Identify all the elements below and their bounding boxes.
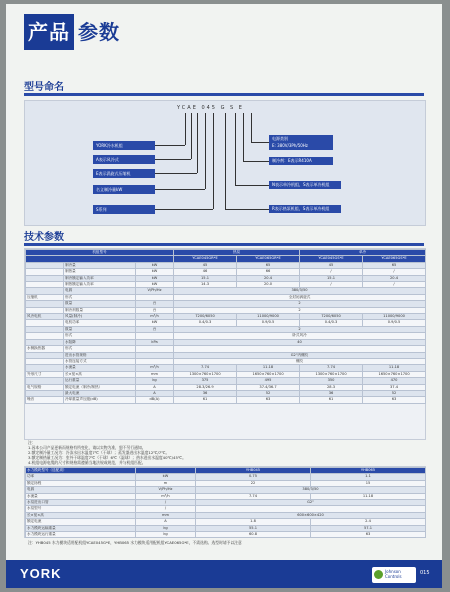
- table-cell: 65: [237, 262, 300, 268]
- table-cell: mm: [136, 371, 174, 377]
- table-cell: 57.1: [311, 525, 426, 531]
- table-cell: 11000/9000: [363, 314, 426, 320]
- table-cell: 0.75: [196, 474, 311, 480]
- connector-line: [197, 113, 198, 173]
- table-cell: 7200/6050: [174, 314, 237, 320]
- table-cell: /: [300, 282, 363, 288]
- table-cell: 63: [237, 397, 300, 403]
- table-cell: 长×宽×高: [64, 371, 136, 377]
- table-cell: 1300×760×1700: [300, 371, 363, 377]
- connector-line: [155, 189, 205, 190]
- table-cell: 台: [136, 307, 174, 313]
- connector-line: [205, 113, 206, 189]
- table-cell: 495: [237, 378, 300, 384]
- table-cell: 28.3/26.9: [174, 384, 237, 390]
- table-cell: 470: [363, 378, 426, 384]
- connector-line: [225, 113, 226, 209]
- connector-line: [243, 161, 269, 162]
- table-header-cell: YCAE045GS*E: [300, 256, 363, 262]
- table-cell: 制冷剂数量: [64, 307, 136, 313]
- table-cell: 台: [136, 301, 174, 307]
- table-cell: 1650×760×1700: [237, 371, 300, 377]
- table-cell: 卧式风冷: [174, 333, 426, 339]
- table-cell: 电源: [64, 288, 136, 294]
- connector-line: [235, 113, 236, 185]
- table-cell: 20.4: [363, 275, 426, 281]
- table-cell: 15: [311, 480, 426, 486]
- table-cell: A: [136, 384, 174, 390]
- table-cell: 7200/6050: [300, 314, 363, 320]
- table-cell: 水流量: [64, 365, 136, 371]
- table-cell: 11.18: [363, 365, 426, 371]
- spec-notes: [28, 440, 420, 465]
- model-code: YCAE 045 G S E: [177, 105, 244, 111]
- naming-title: 型号命名: [24, 82, 64, 93]
- table-cell: G2": [196, 500, 426, 506]
- connector-line: [191, 113, 192, 159]
- connector-line: [213, 113, 214, 209]
- table-cell: kg: [136, 532, 196, 538]
- table-cell: 额定电流: [26, 519, 136, 525]
- table-cell: 最大电流: [64, 390, 136, 396]
- table-row: [26, 397, 426, 403]
- table-cell: kW: [136, 262, 174, 268]
- table-cell: kW: [136, 320, 174, 326]
- table-cell: 65: [363, 262, 426, 268]
- specs-section-title: [24, 230, 424, 246]
- section-underline: [24, 93, 424, 96]
- naming-panel: [24, 100, 426, 226]
- table-cell: 15.1: [300, 275, 363, 281]
- naming-right-box-line: E: 380V/3Ph/50Hz: [272, 143, 308, 148]
- table-cell: 制热量: [64, 269, 136, 275]
- table-cell: 水管连接方式: [64, 358, 136, 364]
- connector-line: [155, 159, 191, 160]
- table-cell: 350: [300, 378, 363, 384]
- header-title: 参数: [78, 20, 120, 44]
- note-line: 2.额定制冷量工况为：冷冻水出水温度7℃（干球）；蒸发器进出水温度12℃/7℃。: [28, 450, 170, 455]
- table-cell: 制冷量: [64, 262, 136, 268]
- table-cell: 380/3/50: [174, 288, 426, 294]
- table-cell: 1300×760×1700: [174, 371, 237, 377]
- table-header-cell: 热泵: [174, 250, 300, 256]
- table-header-cell: YCAE045GR*E: [174, 256, 237, 262]
- table-cell: 14.3: [174, 282, 237, 288]
- table-cell: 2: [174, 326, 426, 332]
- york-logo: YORK: [20, 566, 62, 581]
- module-table: [25, 467, 426, 538]
- table-cell: 11.18: [311, 493, 426, 499]
- table-cell: kPa: [136, 339, 174, 345]
- page: [6, 4, 442, 588]
- naming-right-box: 制冷剂：E表示R410A: [269, 157, 333, 165]
- table-cell: 额定扬程: [26, 480, 136, 486]
- table-cell: 电气规格: [26, 384, 64, 390]
- specs-title: 技术参数: [24, 232, 64, 243]
- table-header-cell: YCAE065GS*E: [363, 256, 426, 262]
- table-cell: 52: [237, 390, 300, 396]
- specs-panel: [24, 248, 426, 440]
- table-cell: 2.4: [311, 519, 426, 525]
- table-cell: 功率: [26, 474, 136, 480]
- table-cell: 电机功率: [64, 320, 136, 326]
- table-cell: 外形尺寸: [26, 371, 64, 377]
- naming-left-box: 名义制冷量kW: [93, 185, 155, 194]
- table-cell: 7.74: [196, 493, 311, 499]
- table-cell: 380/3/50: [196, 487, 426, 493]
- table-cell: /: [136, 506, 196, 512]
- table-cell: kW: [136, 474, 196, 480]
- table-cell: 36: [174, 390, 237, 396]
- table-cell: 冷却重量声压级(dB): [64, 397, 136, 403]
- table-header-cell: 单冷: [300, 250, 426, 256]
- table-cell: kg: [136, 378, 174, 384]
- table-cell: 1.1: [311, 474, 426, 480]
- jci-line: Johnson: [385, 569, 401, 574]
- table-cell: V/Ph/Hz: [136, 288, 174, 294]
- table-cell: dB(A): [136, 397, 174, 403]
- table-row: [26, 532, 426, 538]
- table-cell: 形式: [64, 333, 136, 339]
- table-cell: kW: [136, 282, 174, 288]
- naming-left-box: A表示风冷式: [93, 155, 155, 164]
- table-cell: 形式: [64, 294, 136, 300]
- table-cell: 0.4/0.3: [300, 320, 363, 326]
- connector-line: [155, 209, 213, 210]
- jci-line: Controls: [385, 574, 402, 579]
- table-cell: 风量(制冷): [64, 314, 136, 320]
- section-underline: [24, 243, 424, 246]
- johnson-controls-logo: [372, 567, 416, 583]
- table-cell: 45: [174, 262, 237, 268]
- table-cell: 46: [174, 269, 237, 275]
- table-cell: 60.8: [196, 532, 311, 538]
- table-cell: 长×宽×高: [26, 512, 136, 518]
- naming-right-box: N表示单冷机组，S表示单冷机组: [269, 181, 341, 189]
- module-note: 注：YHB045 水力模块适用配机组YCAE045G*E，YHB065 水力模块适用配机组YCAE065G*E，不需选购。选型时请予以注意: [28, 540, 242, 545]
- table-cell: 0.4/0.3: [174, 320, 237, 326]
- table-cell: 风冷电机: [26, 314, 64, 320]
- naming-right-box-line: 电源类别: [272, 136, 288, 141]
- connector-line: [155, 145, 185, 146]
- jci-text: [385, 569, 402, 579]
- table-cell: 压缩机: [26, 294, 64, 300]
- table-cell: 0.9/0.5: [363, 320, 426, 326]
- table-cell: 45: [300, 262, 363, 268]
- table-header-cell: 水力模块型号（选配项）: [26, 468, 136, 474]
- table-cell: kW: [136, 269, 174, 275]
- connector-line: [243, 113, 244, 161]
- table-cell: 20.0: [237, 282, 300, 288]
- connector-line: [251, 113, 252, 142]
- table-cell: 水阻降: [64, 339, 136, 345]
- table-cell: /: [300, 269, 363, 275]
- table-cell: 数量: [64, 301, 136, 307]
- table-cell: 0.9/0.5: [237, 320, 300, 326]
- table-cell: 水泵进出口管: [26, 500, 136, 506]
- table-cell: 水力模块运行重量: [26, 532, 136, 538]
- page-header: [24, 14, 124, 50]
- table-cell: m: [136, 480, 196, 486]
- table-cell: 台: [136, 326, 174, 332]
- table-cell: 噪音: [26, 397, 64, 403]
- table-cell: 61: [300, 397, 363, 403]
- table-cell: 数量: [64, 326, 136, 332]
- table-cell: kg: [136, 525, 196, 531]
- table-cell: 22: [196, 480, 311, 486]
- table-cell: 1.8: [196, 519, 311, 525]
- table-cell: 20.4: [237, 275, 300, 281]
- table-cell: m³/h: [136, 493, 196, 499]
- table-cell: 55.1: [196, 525, 311, 531]
- table-cell: 制热额定输入功率: [64, 282, 136, 288]
- table-cell: 63: [363, 397, 426, 403]
- table-cell: 7.74: [174, 365, 237, 371]
- table-header-cell: YHB065: [311, 468, 426, 474]
- connector-line: [185, 113, 186, 145]
- connector-line: [155, 173, 197, 174]
- table-cell: 11000/9000: [237, 314, 300, 320]
- table-cell: 375: [174, 378, 237, 384]
- table-header-cell: YHB045: [196, 468, 311, 474]
- table-cell: 15.1: [174, 275, 237, 281]
- table-cell: 水泵型号: [26, 506, 136, 512]
- table-cell: 电源: [26, 487, 136, 493]
- connector-line: [251, 142, 269, 143]
- table-cell: 全封闭涡旋式: [174, 294, 426, 300]
- table-cell: 2: [174, 301, 426, 307]
- table-cell: 额定电流（制冷/制热）: [64, 384, 136, 390]
- specs-table: [25, 249, 426, 404]
- table-cell: 11.18: [237, 365, 300, 371]
- naming-left-box: E表示涡旋式压缩机: [93, 169, 155, 178]
- table-cell: 37.4/36.7: [237, 384, 300, 390]
- table-cell: 28.3: [300, 384, 363, 390]
- naming-left-box: YORK冷水机组: [93, 141, 155, 150]
- jci-mark-icon: [374, 570, 383, 579]
- naming-left-box: S系列: [93, 205, 155, 214]
- table-cell: /: [363, 282, 426, 288]
- table-cell: A: [136, 519, 196, 525]
- note-line: 3.额定制热量工况为：室外干球温度7℃（干球）6℃（湿球）；热水进出水温度40℃/45℃。: [28, 455, 186, 460]
- table-cell: 40: [174, 339, 426, 345]
- table-cell: 螺纹: [174, 358, 426, 364]
- page-number: 015: [420, 570, 430, 576]
- note-line: 注：: [28, 440, 36, 445]
- table-header-cell: YCAE065GR*E: [237, 256, 300, 262]
- table-cell: 制冷额定输入功率: [64, 275, 136, 281]
- table-cell: 52: [363, 390, 426, 396]
- table-cell: 61: [174, 397, 237, 403]
- naming-right-box: R表示热泵机组，S表示单冷机组: [269, 205, 341, 213]
- table-cell: m³/h: [136, 314, 174, 320]
- table-cell: 37.4: [363, 384, 426, 390]
- module-panel: [24, 466, 426, 538]
- table-cell: 36: [300, 390, 363, 396]
- footer: [6, 560, 442, 588]
- table-cell: /: [136, 500, 196, 506]
- table-cell: V/Ph/Hz: [136, 487, 196, 493]
- table-cell: 水力模块运输重量: [26, 525, 136, 531]
- table-cell: 63: [311, 532, 426, 538]
- note-line: 1.因本公司产品更新而规格有所变化，请以实物为准，恕不另行通知。: [28, 445, 146, 450]
- table-cell: 600×600×420: [196, 512, 426, 518]
- table-cell: /: [363, 269, 426, 275]
- table-cell: 水流量: [26, 493, 136, 499]
- table-cell: 66: [237, 269, 300, 275]
- table-cell: 进出水管规格: [64, 352, 136, 358]
- connector-line: [225, 209, 269, 210]
- connector-line: [235, 185, 269, 186]
- table-cell: 2: [174, 307, 426, 313]
- table-header-cell: 机组型号: [26, 250, 174, 256]
- table-cell: m³/h: [136, 365, 174, 371]
- table-cell: mm: [136, 512, 196, 518]
- table-cell: 1650×760×1700: [363, 371, 426, 377]
- naming-section-title: [24, 80, 424, 96]
- table-cell: 形式: [64, 346, 136, 352]
- header-block: 产品: [24, 14, 74, 50]
- table-cell: G2"内螺纹: [174, 352, 426, 358]
- table-cell: 水侧换热器: [26, 346, 64, 352]
- note-line: 4.机组电源电缆的尺寸和规格需遵循当地法规或规范，并与机组匹配。: [28, 460, 146, 465]
- naming-right-box: [269, 135, 333, 150]
- table-cell: A: [136, 390, 174, 396]
- table-cell: 运行重量: [64, 378, 136, 384]
- table-cell: kW: [136, 275, 174, 281]
- table-cell: 7.74: [300, 365, 363, 371]
